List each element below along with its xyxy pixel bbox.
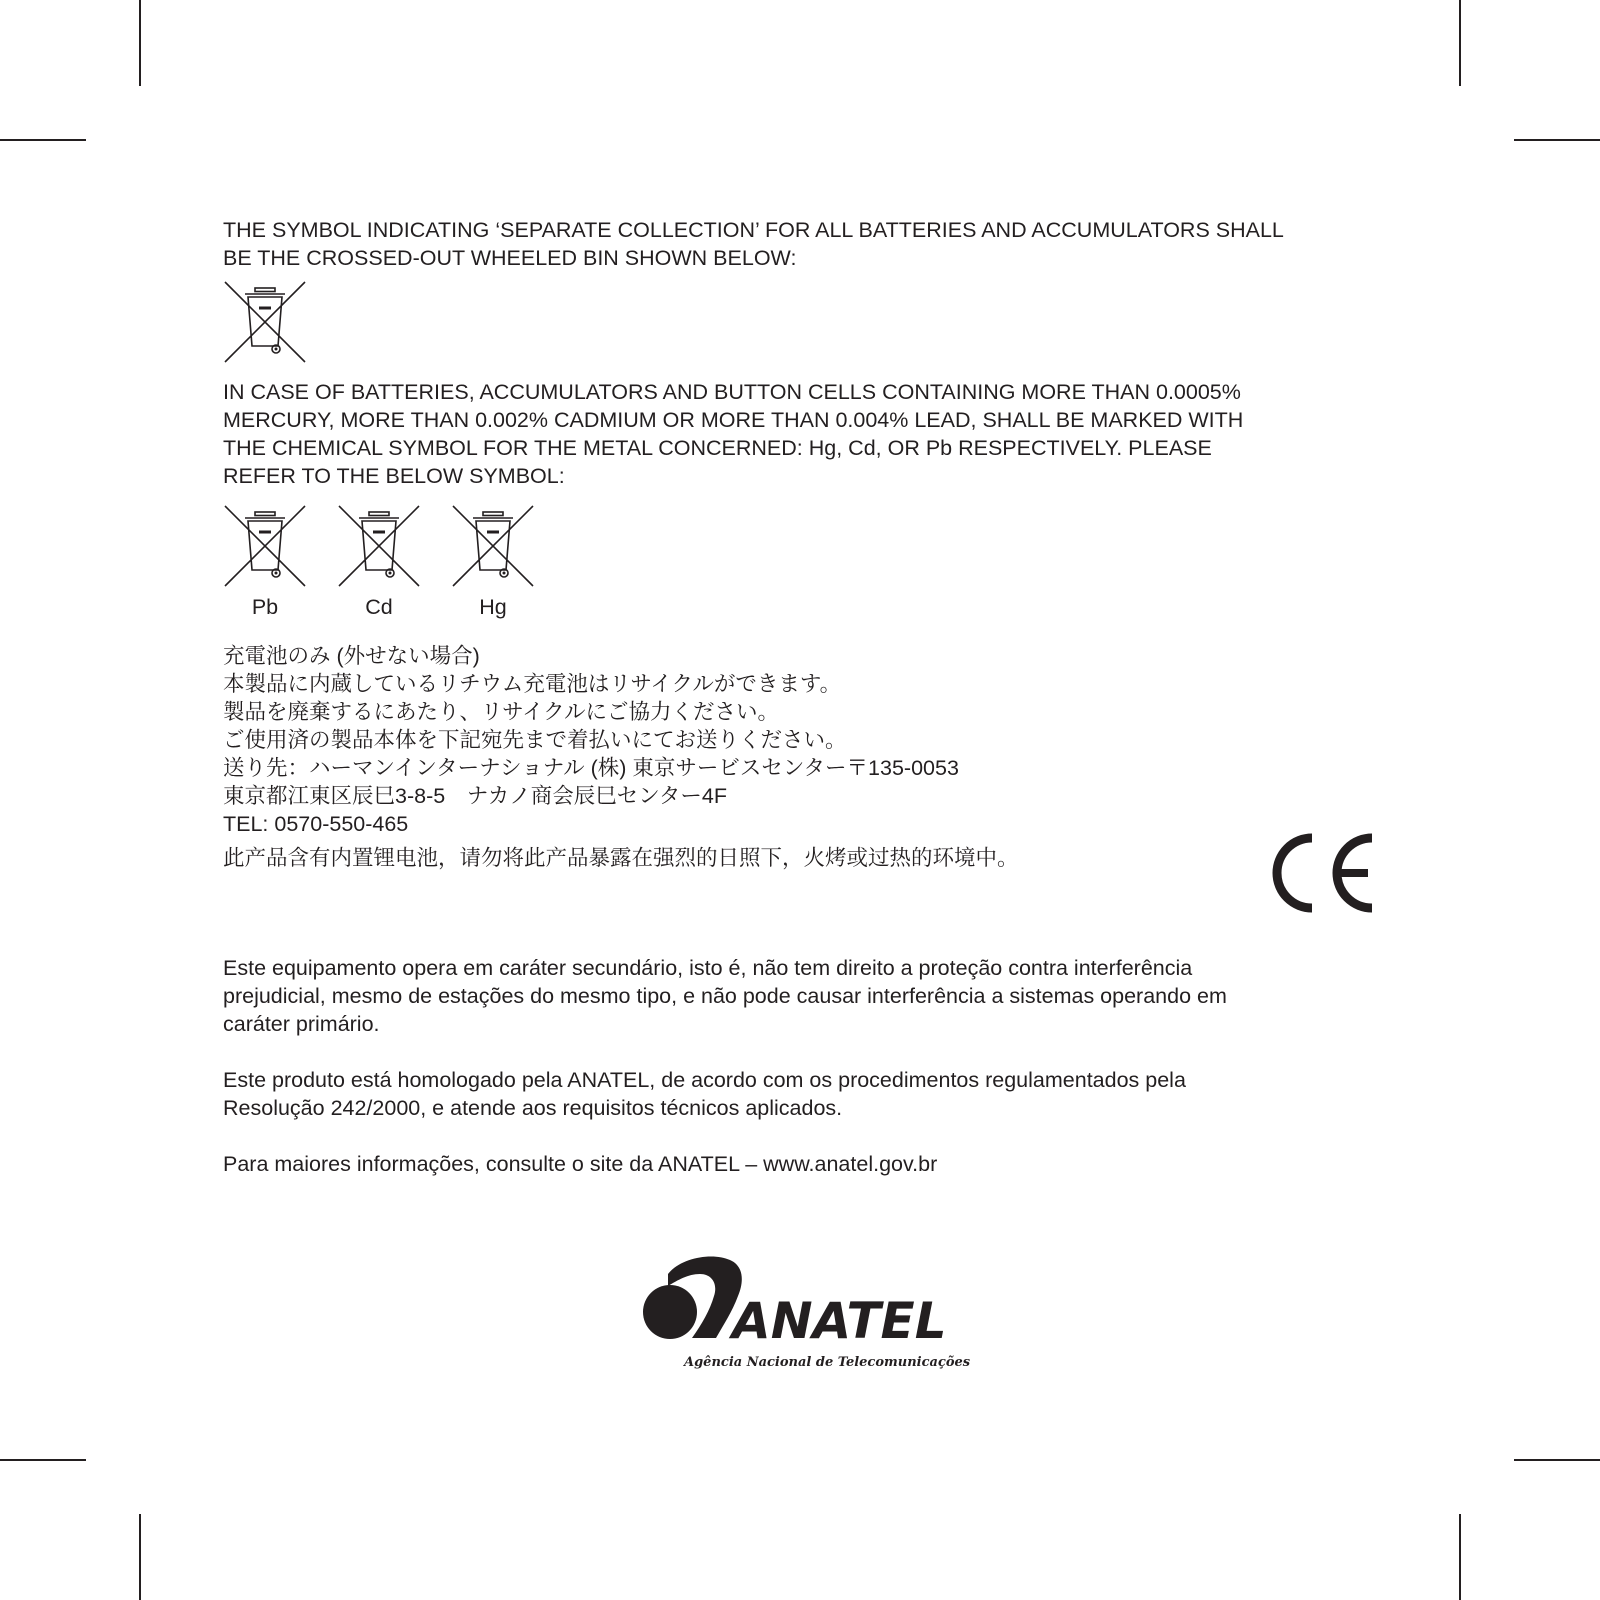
crossed-out-wheeled-bin-icon <box>223 504 307 588</box>
document-body <box>223 216 1383 1206</box>
japanese-recycling-notice <box>223 642 1383 838</box>
heavy-metal-marking-notice <box>223 378 1383 490</box>
text-line: 本製品に内蔵しているリチウム充電池はリサイクルができます。 <box>223 672 842 696</box>
text-line: caráter primário. <box>223 1012 380 1036</box>
crop-mark-bottom-left <box>0 1459 86 1461</box>
text-line: 東京都江東区辰巳3-8-5 ナカノ商会辰巳センター4F <box>223 784 727 808</box>
text-line: Este produto está homologado pela ANATEL, de acordo com os procedimentos regulamentados pela <box>223 1068 1186 1092</box>
text-line: TEL: 0570-550-465 <box>223 812 409 836</box>
anatel-logo <box>640 1252 970 1372</box>
crossed-out-wheeled-bin-icon <box>451 504 535 588</box>
anatel-portuguese-notice <box>223 954 1383 1178</box>
text-line: 送り先：ハーマンインターナショナル (株) 東京サービスセンター〒135-0053 <box>223 756 959 780</box>
anatel-info-link-notice <box>223 1150 1383 1178</box>
text-line: REFER TO THE BELOW SYMBOL: <box>223 464 565 488</box>
crop-mark-top-left <box>0 139 86 141</box>
anatel-wordmark: ANATEL <box>732 1292 947 1350</box>
text-line: MERCURY, MORE THAN 0.002% CADMIUM OR MORE THAN 0.004% LEAD, SHALL BE MARKED WITH <box>223 408 1244 432</box>
text-line: THE CHEMICAL SYMBOL FOR THE METAL CONCERNED: Hg, Cd, OR Pb RESPECTIVELY. PLEASE <box>223 436 1212 460</box>
crop-mark-top-right <box>1459 0 1461 86</box>
text-line: Este equipamento opera em caráter secundário, isto é, não tem direito a proteção contra interferência <box>223 956 1193 980</box>
secondary-operation-notice <box>223 954 1383 1038</box>
text-line: 充電池のみ (外せない場合) <box>223 644 480 668</box>
homologation-notice <box>223 1066 1383 1122</box>
ce-mark-icon <box>1268 830 1378 916</box>
bin-label-hg: Hg <box>479 595 507 619</box>
text-line: BE THE CROSSED-OUT WHEELED BIN SHOWN BELOW: <box>223 246 797 270</box>
bin-symbol-pb <box>223 504 307 620</box>
anatel-tagline: Agência Nacional de Telecomunicações <box>684 1355 970 1370</box>
battery-collection-notice <box>223 216 1383 272</box>
bin-symbol-cd <box>337 504 421 620</box>
crop-mark-bottom-left <box>139 1514 141 1600</box>
text-line: IN CASE OF BATTERIES, ACCUMULATORS AND BUTTON CELLS CONTAINING MORE THAN 0.0005% <box>223 380 1241 404</box>
text-line: Para maiores informações, consulte o site da ANATEL – www.anatel.gov.br <box>223 1152 938 1176</box>
bin-label-cd: Cd <box>365 595 393 619</box>
bin-symbol <box>223 280 1383 364</box>
text-line: THE SYMBOL INDICATING ‘SEPARATE COLLECTION’ FOR ALL BATTERIES AND ACCUMULATORS SHALL <box>223 218 1284 242</box>
crop-mark-top-left <box>139 0 141 86</box>
crop-mark-bottom-right <box>1459 1514 1461 1600</box>
anatel-emblem-icon <box>640 1252 970 1372</box>
text-line: Resolução 242/2000, e atende aos requisitos técnicos aplicados. <box>223 1096 843 1120</box>
bin-symbol-hg <box>451 504 535 620</box>
crop-mark-top-right <box>1514 139 1600 141</box>
bin-label-pb: Pb <box>251 595 279 619</box>
metal-bin-symbols <box>223 504 1383 620</box>
crop-mark-bottom-right <box>1514 1459 1600 1461</box>
text-line: 製品を廃棄するにあたり、リサイクルにご協力ください。 <box>223 700 779 724</box>
text-line: prejudicial, mesmo de estações do mesmo tipo, e não pode causar interferência a sistemas operando em <box>223 984 1227 1008</box>
chinese-battery-warning: 此产品含有内置锂电池，请勿将此产品暴露在强烈的日照下，火烤或过热的环境中。 <box>223 846 1019 870</box>
crossed-out-wheeled-bin-icon <box>337 504 421 588</box>
crossed-out-wheeled-bin-icon <box>223 280 307 364</box>
text-line: ご使用済の製品本体を下記宛先まで着払いにてお送りください。 <box>223 728 847 752</box>
